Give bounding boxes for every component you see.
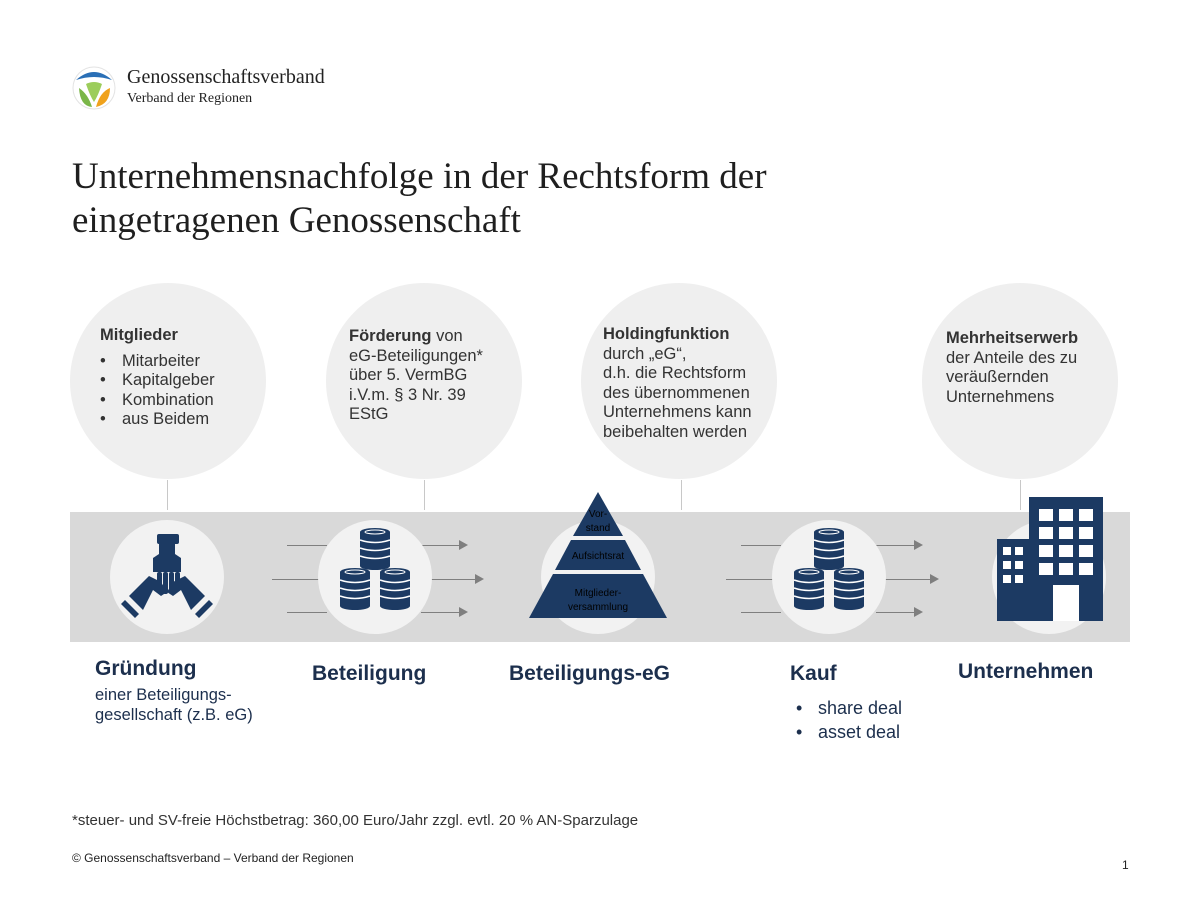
- hands-icon: [121, 530, 213, 622]
- org-subtitle: Verband der Regionen: [127, 91, 253, 106]
- pyramid-top-label-1: Vor-: [588, 509, 608, 520]
- stage-founding-sub-line: einer Beteiligungs-: [95, 686, 232, 704]
- arrow-line: [421, 612, 459, 613]
- list-item: • Kombination: [100, 391, 250, 411]
- arrow-line: [876, 545, 914, 546]
- purchase-list: [796, 696, 902, 744]
- footnote: *steuer- und SV-freie Höchstbetrag: 360,00 Euro/Jahr zzgl. evtl. 20 % AN-Sparzulage: [72, 812, 639, 829]
- stage-founding-sub-line: gesellschaft (z.B. eG): [95, 706, 253, 724]
- org-name: Genossenschaftsverband: [127, 66, 325, 88]
- bubble-funding-text: [349, 327, 509, 425]
- bubble-holding-heading: Holdingfunktion: [603, 325, 730, 343]
- bubble-majority-line: veräußernden: [946, 368, 1049, 386]
- arrow-line: [880, 579, 930, 580]
- pyramid-middle-label: Aufsichtsrat: [571, 551, 625, 562]
- logo-icon: [70, 62, 118, 110]
- title-line-2: eingetragenen Genossenschaft: [72, 200, 521, 241]
- arrow-line: [726, 579, 776, 580]
- bubble-funding-heading: Förderung: [349, 327, 432, 345]
- arrow-line: [287, 545, 327, 546]
- coins-icon: [790, 526, 868, 610]
- list-item: • asset deal: [796, 720, 902, 744]
- bubble-funding-line: eG-Beteiligungen*: [349, 346, 483, 365]
- stage-label-cooperative: Beteiligungs-eG: [509, 662, 671, 685]
- coins-icon: [336, 526, 414, 610]
- arrow-line: [741, 545, 781, 546]
- bubble-holding-line: durch „eG“,: [603, 344, 687, 363]
- building-icon: [997, 497, 1103, 621]
- bubble-holding-line: beibehalten werden: [603, 422, 748, 441]
- bubble-majority-line: der Anteile des zu: [946, 348, 1078, 367]
- bubble-holding-line: d.h. die Rechtsform: [603, 364, 747, 382]
- arrow-head-icon: [475, 574, 484, 584]
- members-list: [100, 352, 250, 430]
- copyright: © Genossenschaftsverband – Verband der Regionen: [72, 851, 354, 865]
- bubble-holding-line: des übernommenen: [603, 383, 750, 402]
- list-item: • share deal: [796, 696, 902, 720]
- page-title: [72, 155, 1072, 243]
- list-item: • Mitarbeiter: [100, 352, 250, 372]
- connector-line: [167, 480, 168, 510]
- arrow-line: [421, 545, 459, 546]
- bubble-majority-heading: Mehrheitserwerb: [946, 329, 1079, 347]
- arrow-head-icon: [930, 574, 939, 584]
- arrow-head-icon: [914, 607, 923, 617]
- bubble-majority-text: [946, 329, 1106, 407]
- bubble-holding-text: [603, 325, 778, 442]
- bubble-members-text: [100, 326, 250, 430]
- bubble-funding-line: i.V.m. § 3 Nr. 39: [349, 385, 466, 404]
- pyramid-bottom-label-2: versammlung: [567, 602, 629, 613]
- arrow-line: [741, 612, 781, 613]
- connector-line: [424, 480, 425, 510]
- stage-label-participation: Beteiligung: [312, 662, 427, 685]
- title-line-1: Unternehmensnachfolge in der Rechtsform der: [72, 156, 767, 197]
- stage-founding-sub: [95, 685, 253, 725]
- stage-label-company: Unternehmen: [958, 660, 1094, 683]
- pyramid-icon: [527, 490, 669, 622]
- page-number: 1: [1122, 858, 1129, 872]
- arrow-head-icon: [459, 540, 468, 550]
- list-item: • Kapitalgeber: [100, 371, 250, 391]
- bubble-members-heading: Mitglieder: [100, 326, 178, 344]
- list-item: • aus Beidem: [100, 410, 250, 430]
- bubble-funding-heading-rest: von: [431, 327, 463, 345]
- pyramid-top-label-2: stand: [585, 523, 611, 534]
- bubble-holding-line: Unternehmens kann: [603, 403, 752, 421]
- arrow-head-icon: [459, 607, 468, 617]
- stage-label-purchase: Kauf: [790, 662, 837, 685]
- connector-line: [681, 480, 682, 510]
- arrow-line: [876, 612, 914, 613]
- bubble-funding-line: über 5. VermBG: [349, 366, 468, 384]
- bubble-funding-line: EStG: [349, 405, 389, 423]
- arrow-line: [272, 579, 322, 580]
- arrow-line: [425, 579, 475, 580]
- bubble-majority-line: Unternehmens: [946, 387, 1055, 406]
- arrow-head-icon: [914, 540, 923, 550]
- arrow-line: [287, 612, 327, 613]
- stage-label-founding: Gründung: [95, 657, 197, 680]
- pyramid-bottom-label-1: Mitglieder-: [574, 588, 622, 599]
